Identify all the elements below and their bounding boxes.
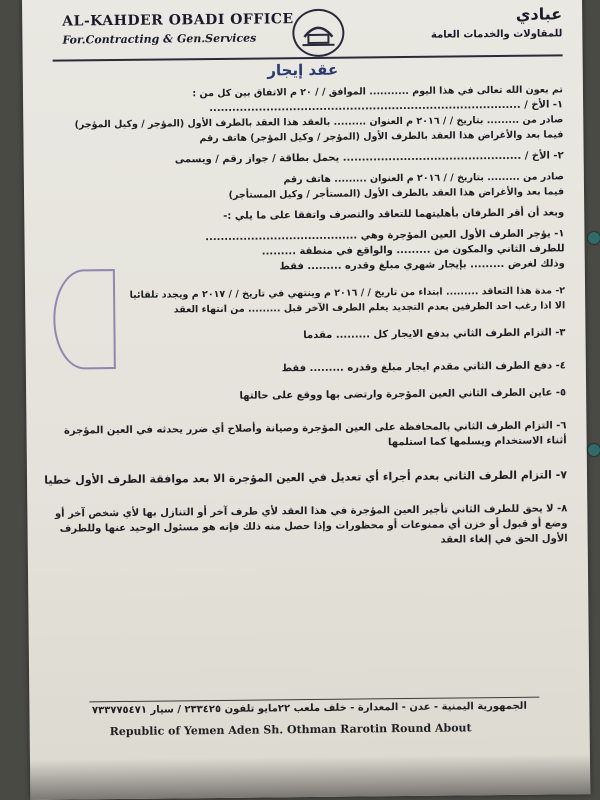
contract-line: ٣- التزام الطرف الثاني بدفع الايجار كل ......... مقدما bbox=[303, 327, 566, 342]
contract-line: ٧- التزام الطرف الثاني بعدم أجراء أي تعديل في العين المؤجرة الا بعد موافقة الطرف الأول خطيا bbox=[44, 468, 568, 487]
contract-line: وبعد أن أقر الطرفان بأهليتهما للتعاقد والتصرف واتفقا على ما يلي :- bbox=[223, 207, 565, 222]
binder-ring-icon bbox=[588, 232, 600, 244]
company-name-ar: عبادي bbox=[515, 4, 563, 24]
company-tagline-en: For.Contracting & Gen.Services bbox=[62, 31, 257, 47]
contract-line: وضع أو قبول أو خزن أي ممنوعات أو محظورات وإذا حصل منه ذلك فإنه هو مسئول الوحيد عنها وللطرف bbox=[59, 518, 568, 535]
company-logo bbox=[292, 9, 344, 58]
contract-line: ٥- عاين الطرف الثاني العين المؤجرة وارتضى بها ووقع على حالتها bbox=[239, 387, 567, 402]
contract-page bbox=[22, 0, 590, 800]
contract-line: الأول الحق في إلغاء العقد bbox=[440, 533, 568, 546]
document-title: عقد إيجار bbox=[267, 60, 339, 80]
contract-line: ٨- لا يحق للطرف الثاني تأجير العين المؤجرة في هذا العقد لأي طرف آخر أو التنازل بها لأي شخص آخر أو bbox=[54, 503, 568, 520]
contract-line: وذلك لغرض ......... بإيجار شهري مبلغ وقدره ......... فقط bbox=[279, 258, 565, 273]
contract-line: ٦- التزام الطرف الثاني بالمحافظة على العين المؤجرة وصيانة وأصلاح أي ضرر يحدثه في العين المؤجرة bbox=[63, 420, 567, 437]
contract-line: ١- الأخ / .................................................................................. bbox=[209, 99, 564, 115]
letterhead bbox=[22, 0, 583, 62]
contract-line: الا اذا رغب احد الطرفين بعدم التجديد يعلم الطرف الآخر قبل ......... من انتهاء العقد bbox=[173, 300, 566, 316]
contract-line: ٤- دفع الطرف الثاني مقدم ايجار مبلغ وقدره ......... فقط bbox=[281, 360, 566, 375]
contract-line: للطرف الثاني والمكون من ......... والواقع في منطقة ......... bbox=[261, 243, 565, 258]
contract-line: فيما بعد والأغراض هذا العقد بالطرف الأول (المؤجر / وكيل المؤجر) هاتف رقم bbox=[199, 129, 564, 145]
contract-line: ٢- الأخ / ............................................... يحمل بطاقة / جواز رقم / ويسمى bbox=[174, 150, 564, 166]
contract-line: صادر من ......... بتاريخ / / ٢٠١٦ م العنوان ......... هاتف رقم bbox=[283, 171, 564, 186]
contract-line: تم بعون الله تعالى في هذا اليوم ........... الموافق / / ٢٠ م الاتفاق بين كل من : bbox=[192, 84, 564, 100]
contract-line: ٢- مدة هذا التعاقد ......... ابتداء من تاريخ / / ٢٠١٦ م وينتهي في تاريخ / / ٢٠١٧ م ويجدد تلقائيا bbox=[129, 285, 566, 301]
contract-line: ١- يؤجر الطرف الأول العين المؤجرة وهي ........................................ bbox=[205, 228, 565, 244]
footer-address-ar: الجمهورية اليمنية - عدن - المعدارة - خلف ملعب ٢٢مايو تلفون ٢٣٣٤٢٥ / سيار ٧٣٣٧٧٥٤٧١ bbox=[91, 700, 527, 717]
contract-line: فيما بعد والأغراض هذا العقد بالطرف الأول (المستأجر / وكيل المستأجر) bbox=[228, 186, 565, 201]
contract-body bbox=[44, 82, 568, 551]
binder-ring-icon bbox=[588, 444, 600, 456]
contract-line: أثناء الاستخدام ويسلمها كما استلمها bbox=[387, 435, 567, 449]
company-tagline-ar: للمقاولات والخدمات العامة bbox=[430, 28, 563, 41]
contract-line: صادر من ......... بتاريخ / / ٢٠١٦ م العنوان ......... بالعقد هذا العقد بالطرف الأول (المؤجر / وكيل المؤجر) bbox=[74, 114, 564, 131]
company-name-en: AL-KAHDER OBADI OFFICE bbox=[62, 11, 294, 30]
page-shadow bbox=[30, 754, 590, 800]
footer-address-en: Republic of Yemen Aden Sh. Othman Rarotin Round About bbox=[109, 721, 472, 739]
